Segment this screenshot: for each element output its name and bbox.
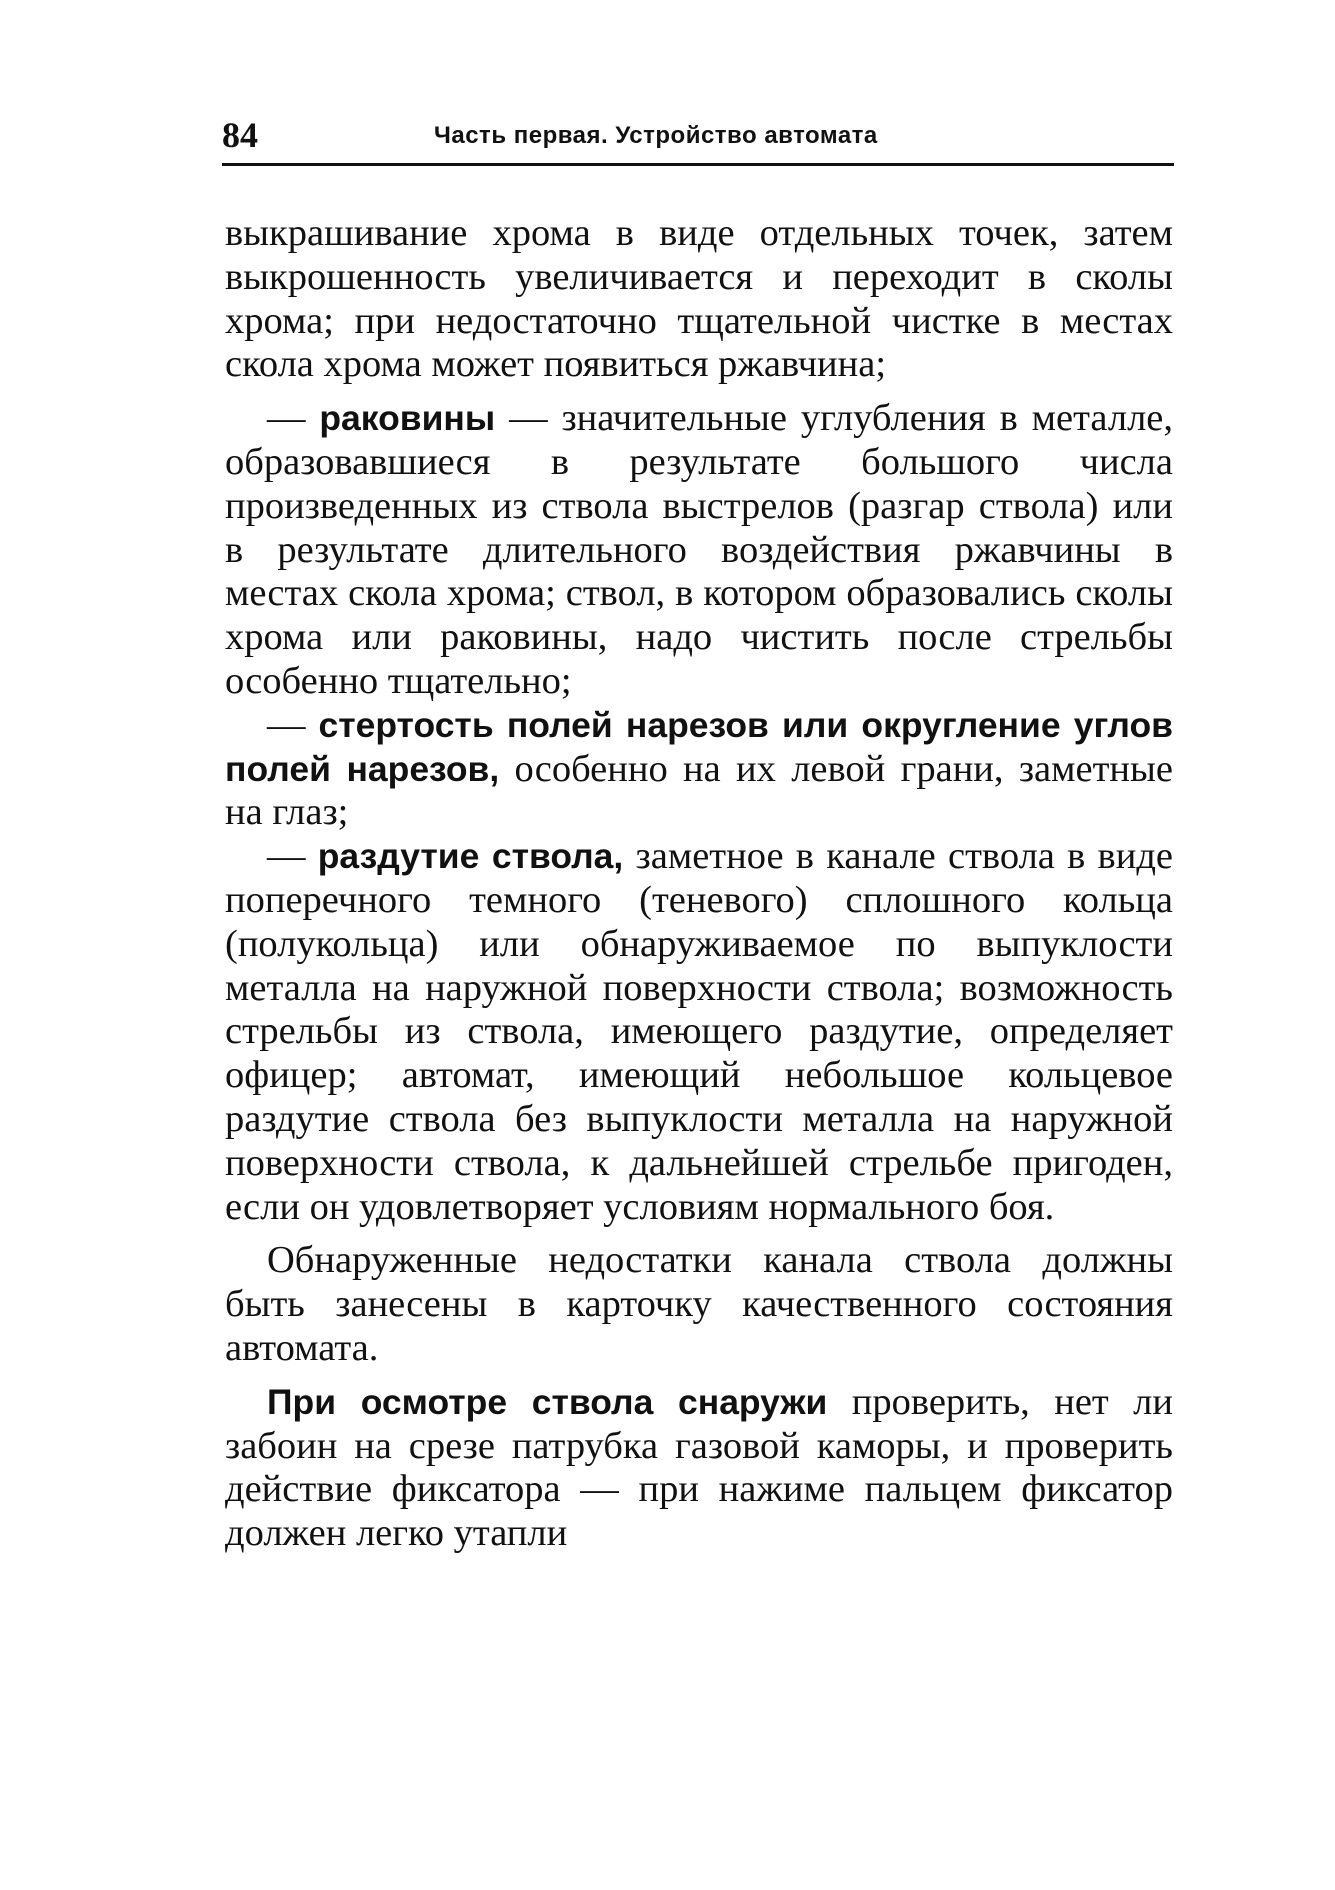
running-head: Часть первая. Устройство автомата	[434, 122, 878, 149]
bold-term: стертость полей нарезов или округление углов полей нарезов,	[225, 704, 1174, 789]
paragraph-razdutie	[225, 835, 1173, 1229]
paragraph-osmotr-snaruzhi	[225, 1381, 1173, 1556]
header-rule	[222, 163, 1174, 166]
paragraph-text: — значительные углубления в металле, образовавшиеся в результате большого числа произведенных из ствола выстрелов (разгар ствола) или в результате длительного воздействия ржавчины в местах скола хрома; ствол, в котором образовались сколы хрома или раковины, надо чистить после стрельбы особенно тщательно;	[225, 397, 1173, 702]
paragraph-text: заметное в канале ствола в виде поперечного темного (теневого) сплошного кольца (полукольца) или обнаруживаемое по выпуклости металла на наружной поверхности ствола; возможность стрельбы из ствола, имеющего раздутие, определяет офицер; автомат, имеющий небольшое кольцевое раздутие ствола без выпуклости металла на наружной поверхности ствола, к дальнейшей стрельбе пригоден, если он удовлетворяет условиям нормального боя.	[225, 835, 1173, 1228]
paragraph-stertost	[225, 704, 1173, 835]
paragraph-text: выкрашивание хрома в виде отдельных точек, затем выкрошенность увеличивается и переходит в сколы хрома; при недостаточно тщательной чистке в местах скола хрома может появиться ржавчина;	[225, 212, 1173, 386]
page-number: 84	[222, 115, 258, 155]
paragraph-nedostatki	[225, 1239, 1173, 1370]
page-body	[225, 212, 1173, 1556]
paragraph-continuation	[225, 212, 1173, 387]
dash: —	[267, 835, 318, 878]
paragraph-text: проверить, нет ли забоин на срезе патрубка газовой каморы, и проверить действие фиксатора — при нажиме пальцем фиксатор должен легко утапли	[225, 1380, 1173, 1555]
bold-term: раздутие ствола,	[317, 836, 624, 877]
bold-term: При осмотре ствола снаружи	[267, 1381, 828, 1422]
paragraph-text: Обнаруженные недостатки канала ствола должны быть занесены в карточку качественного состояния автомата.	[225, 1239, 1173, 1369]
page-header	[222, 112, 1174, 158]
dash: —	[267, 397, 320, 440]
paragraph-rakoviny	[225, 397, 1173, 704]
dash: —	[267, 703, 319, 746]
paragraph-text: особенно на их левой грани, заметные на глаз;	[225, 747, 1173, 834]
bold-term: раковины	[319, 398, 496, 439]
